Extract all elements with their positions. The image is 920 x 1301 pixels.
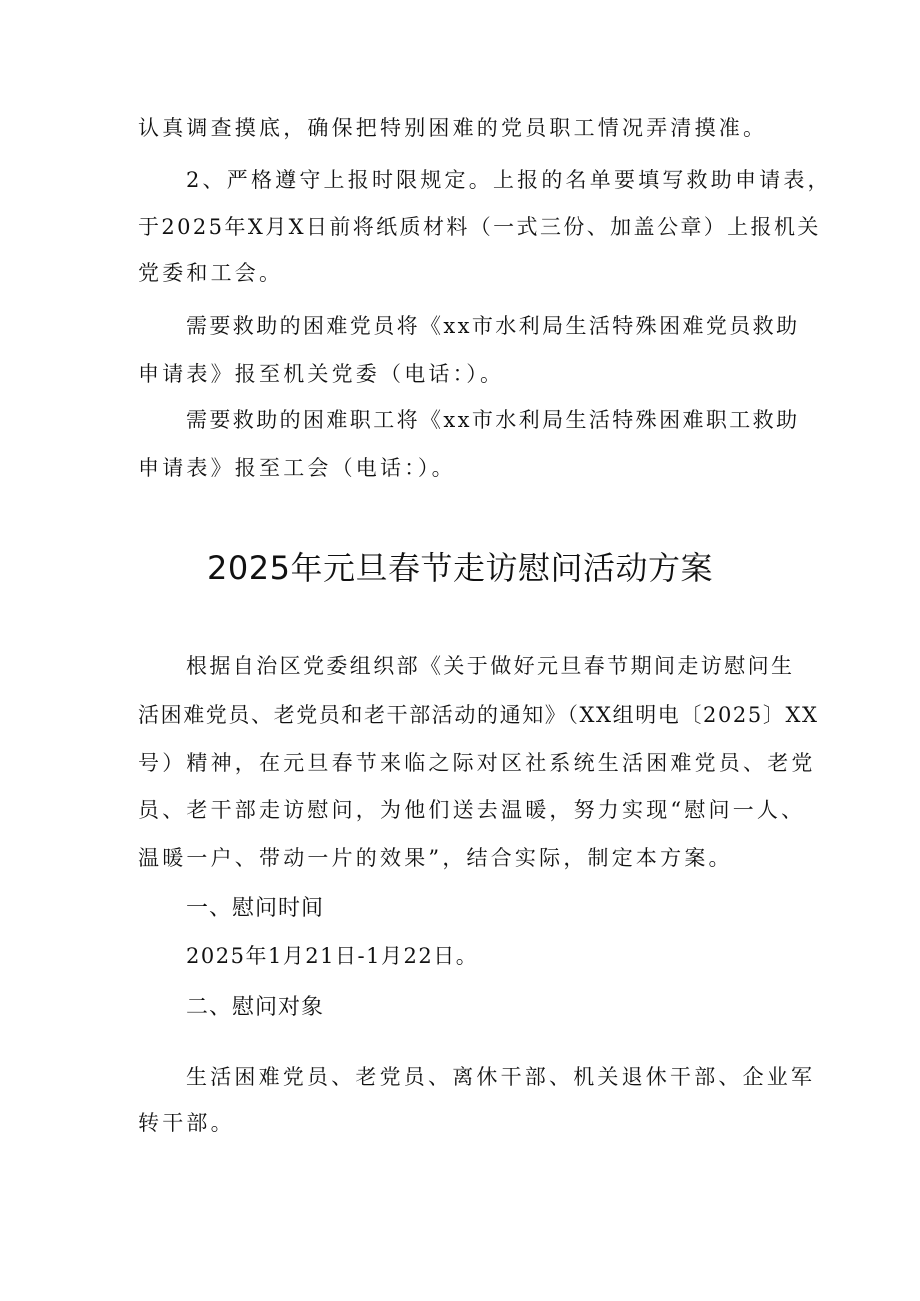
paragraph-line: 生活困难党员、老党员、离休干部、机关退休干部、企业军 (186, 1065, 816, 1089)
paragraph-line: 党委和工会。 (138, 261, 284, 285)
paragraph-line: 号）精神，在元旦春节来临之际对区社系统生活困难党员、老党 (138, 751, 816, 775)
paragraph-line: 活困难党员、老党员和老干部活动的通知》（XX组明电〔2025〕XX (138, 703, 819, 727)
paragraph-line: 温暖一户、带动一片的效果”，结合实际，制定本方案。 (138, 846, 733, 870)
section-body: 2025年1月21日-1月22日。 (186, 944, 479, 968)
paragraph-line: 申请表》报至工会（电话：）。 (138, 456, 456, 480)
paragraph-line: 员、老干部走访慰问，为他们送去温暖，努力实现“慰问一人、 (138, 798, 806, 822)
paragraph-line: 于2025年X月X日前将纸质材料（一式三份、加盖公章）上报机关 (138, 215, 821, 239)
paragraph-line: 需要救助的困难党员将《xx市水利局生活特殊困难党员救助 (186, 314, 800, 338)
paragraph-line: 申请表》报至机关党委（电话：）。 (138, 362, 505, 386)
paragraph-line: 认真调查摸底，确保把特别困难的党员职工情况弄清摸准。 (138, 116, 768, 140)
paragraph-line: 根据自治区党委组织部《关于做好元旦春节期间走访慰问生 (186, 654, 795, 678)
section-heading: 二、慰问对象 (186, 995, 325, 1020)
paragraph-line: 转干部。 (138, 1111, 235, 1135)
section-heading: 一、慰问时间 (186, 896, 325, 921)
paragraph-line: 2、严格遵守上报时限规定。上报的名单要填写救助申请表， (186, 168, 832, 192)
paragraph-line: 需要救助的困难职工将《xx市水利局生活特殊困难职工救助 (186, 408, 800, 432)
document-title: 2025年元旦春节走访慰问活动方案 (207, 549, 713, 587)
